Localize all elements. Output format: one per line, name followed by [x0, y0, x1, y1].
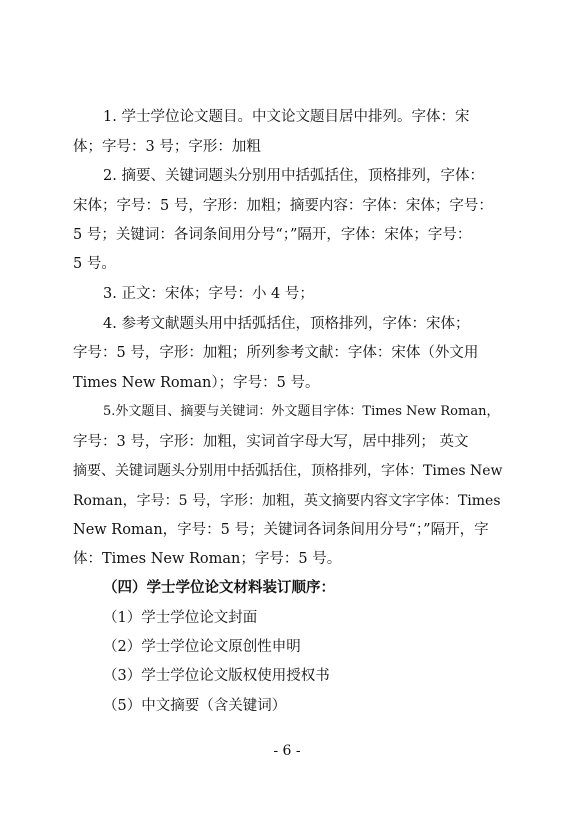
paragraph-2-line-4: 5 号。: [73, 256, 116, 272]
paragraph-2-line-1: 2. 摘要、关键词题头分别用中括弧括住，顶格排列，字体：: [103, 168, 484, 184]
list-item: （2）学士学位论文原创性申明: [103, 639, 301, 655]
list-item: （1）学士学位论文封面: [103, 610, 258, 626]
paragraph-3-line-1: 3. 正文：宋体；字号：小 4 号；: [103, 286, 314, 302]
paragraph-4-line-3: Times New Roman）；字号：5 号。: [73, 375, 320, 391]
paragraph-1-line-1: 1. 学士学位论文题目。中文论文题目居中排列。字体：宋: [103, 109, 470, 125]
paragraph-5-line-3: 摘要、关键词题头分别用中括弧括住，顶格排列，字体：Times New: [73, 463, 503, 479]
paragraph-2-line-3: 5 号；关键词：各词条间用分号“；”隔开，字体：宋体；字号：: [73, 227, 472, 243]
paragraph-5-line-1: 5.外文题目、摘要与关键词：外文题目字体：Times New Roman，: [103, 404, 500, 419]
paragraph-5-line-4: Roman，字号：5 号，字形：加粗，英文摘要内容文字字体：Times: [73, 493, 501, 509]
list-item: （3）学士学位论文版权使用授权书: [103, 668, 330, 684]
paragraph-2-line-2: 宋体；字号：5 号，字形：加粗；摘要内容：字体：宋体；字号：: [73, 198, 493, 214]
paragraph-1-line-2: 体；字号：3 号；字形：加粗: [73, 139, 261, 155]
paragraph-5-line-5: New Roman，字号：5 号；关键词各词条间用分号“；”隔开，字: [73, 522, 489, 538]
paragraph-4-line-2: 字号：5 号，字形：加粗；所列参考文献：字体：宋体（外文用: [73, 345, 479, 361]
paragraph-5-line-6: 体：Times New Roman；字号：5 号。: [73, 551, 342, 567]
paragraph-5-line-2: 字号：3 号，字形：加粗，实词首字母大写，居中排列； 英文: [73, 434, 469, 450]
page-number: - 6 -: [273, 743, 301, 759]
list-item: （5）中文摘要（含关键词）: [103, 698, 287, 714]
paragraph-4-line-1: 4. 参考文献题头用中括弧括住，顶格排列，字体：宋体；: [103, 316, 470, 332]
section-heading: （四）学士学位论文材料装订顺序：: [103, 579, 335, 596]
